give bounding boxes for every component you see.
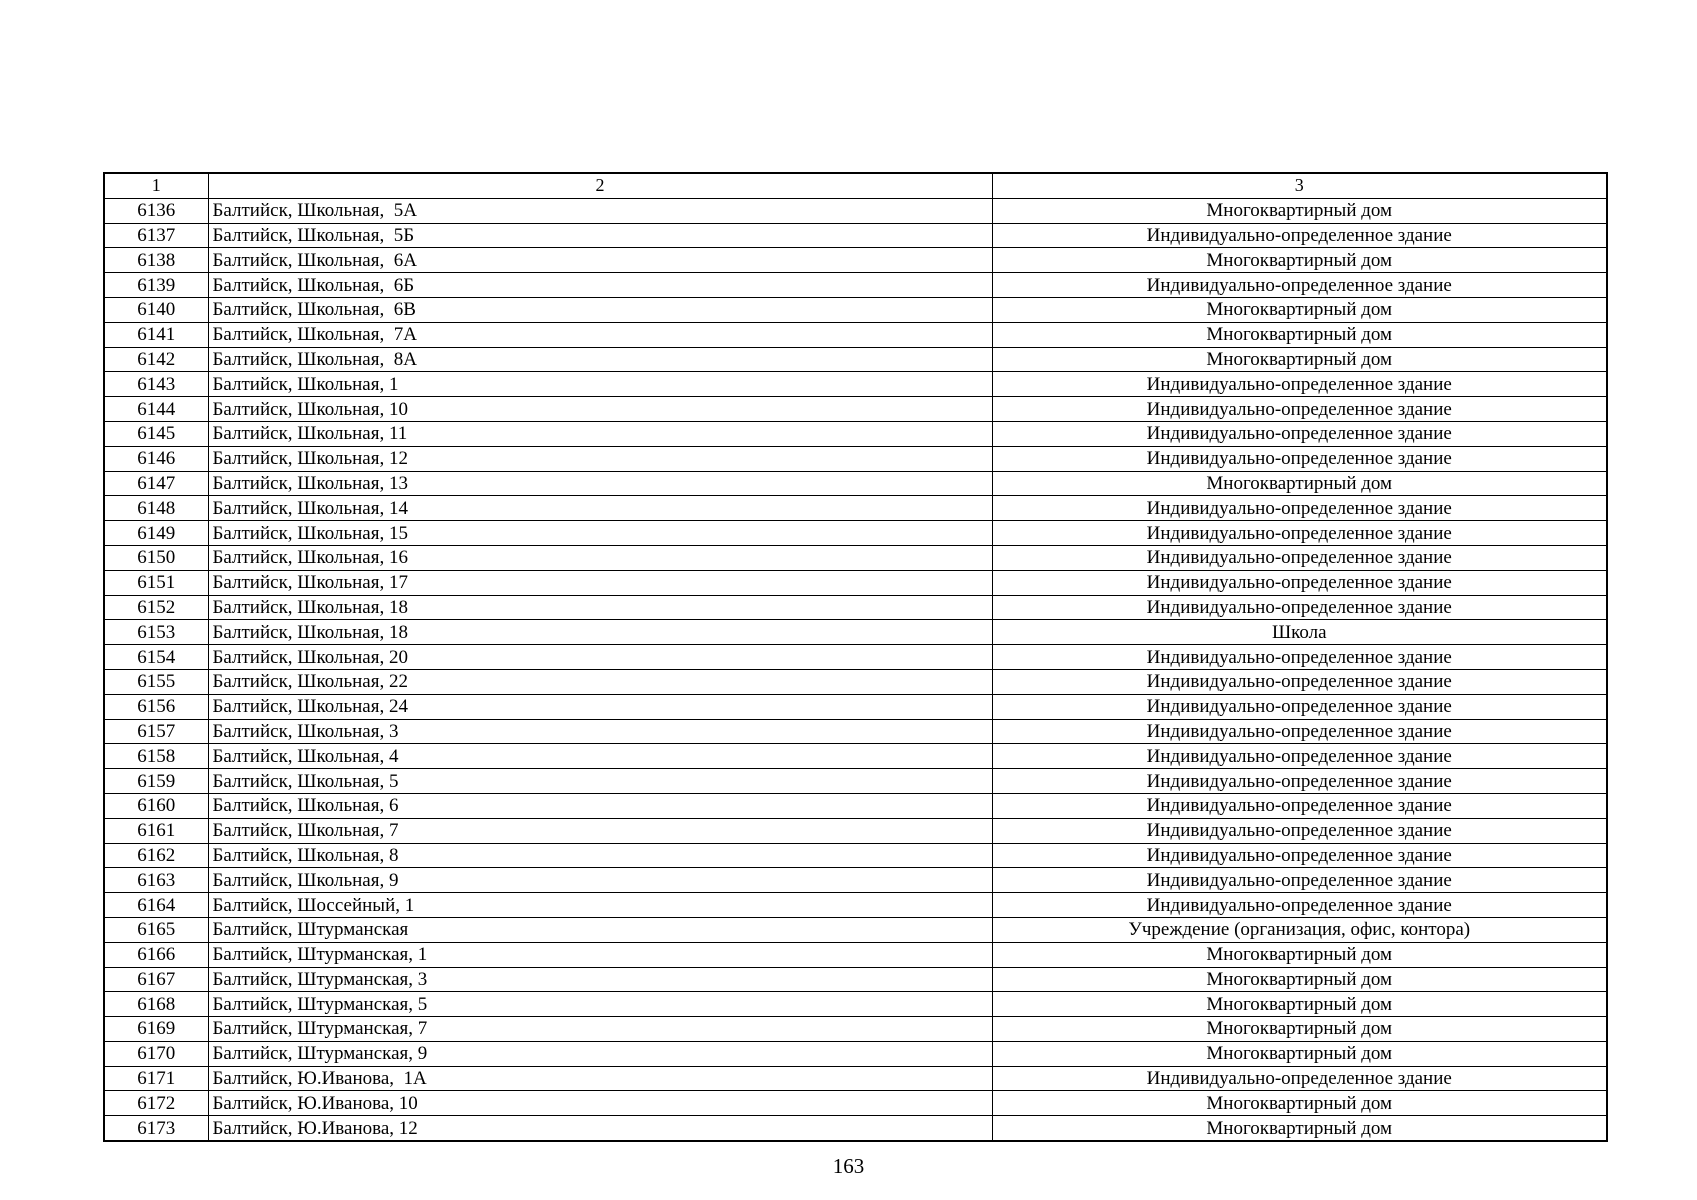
table-row [104, 843, 1607, 868]
row-number-cell: 6145 [104, 421, 208, 446]
address-cell: Балтийск, Штурманская, 3 [208, 967, 992, 992]
row-number-cell: 6137 [104, 223, 208, 248]
row-number-cell: 6162 [104, 843, 208, 868]
address-cell: Балтийск, Школьная, 10 [208, 397, 992, 422]
address-cell: Балтийск, Штурманская [208, 917, 992, 942]
building-type-cell: Многоквартирный дом [992, 322, 1607, 347]
table-row [104, 397, 1607, 422]
address-cell: Балтийск, Школьная, 1 [208, 372, 992, 397]
table-row [104, 496, 1607, 521]
row-number-cell: 6156 [104, 694, 208, 719]
building-type-cell: Индивидуально-определенное здание [992, 843, 1607, 868]
address-cell: Балтийск, Штурманская, 1 [208, 942, 992, 967]
building-type-cell: Индивидуально-определенное здание [992, 545, 1607, 570]
table-row [104, 570, 1607, 595]
row-number-cell: 6160 [104, 793, 208, 818]
building-type-cell: Многоквартирный дом [992, 942, 1607, 967]
table-row [104, 372, 1607, 397]
row-number-cell: 6158 [104, 744, 208, 769]
row-number-cell: 6151 [104, 570, 208, 595]
address-cell: Балтийск, Школьная, 6Б [208, 273, 992, 298]
address-cell: Балтийск, Школьная, 22 [208, 669, 992, 694]
building-type-cell: Школа [992, 620, 1607, 645]
table-row [104, 744, 1607, 769]
row-number-cell: 6159 [104, 769, 208, 794]
table-row [104, 893, 1607, 918]
row-number-cell: 6170 [104, 1041, 208, 1066]
row-number-cell: 6140 [104, 297, 208, 322]
building-type-cell: Многоквартирный дом [992, 297, 1607, 322]
table-row [104, 942, 1607, 967]
address-table [103, 172, 1608, 1142]
building-type-cell: Многоквартирный дом [992, 198, 1607, 223]
row-number-cell: 6173 [104, 1116, 208, 1141]
row-number-cell: 6161 [104, 818, 208, 843]
address-cell: Балтийск, Штурманская, 5 [208, 992, 992, 1017]
building-type-cell: Многоквартирный дом [992, 1041, 1607, 1066]
building-type-cell: Индивидуально-определенное здание [992, 1066, 1607, 1091]
row-number-cell: 6164 [104, 893, 208, 918]
address-cell: Балтийск, Школьная, 18 [208, 620, 992, 645]
address-cell: Балтийск, Школьная, 5Б [208, 223, 992, 248]
table-row [104, 620, 1607, 645]
row-number-cell: 6141 [104, 322, 208, 347]
building-type-cell: Многоквартирный дом [992, 992, 1607, 1017]
table-row [104, 992, 1607, 1017]
table-row [104, 669, 1607, 694]
address-cell: Балтийск, Школьная, 17 [208, 570, 992, 595]
building-type-cell: Индивидуально-определенное здание [992, 893, 1607, 918]
building-type-cell: Индивидуально-определенное здание [992, 645, 1607, 670]
row-number-cell: 6146 [104, 446, 208, 471]
row-number-cell: 6166 [104, 942, 208, 967]
row-number-cell: 6157 [104, 719, 208, 744]
address-cell: Балтийск, Штурманская, 9 [208, 1041, 992, 1066]
table-row [104, 1017, 1607, 1042]
address-cell: Балтийск, Школьная, 20 [208, 645, 992, 670]
address-cell: Балтийск, Школьная, 9 [208, 868, 992, 893]
address-cell: Балтийск, Школьная, 8 [208, 843, 992, 868]
table-row [104, 1091, 1607, 1116]
address-cell: Балтийск, Школьная, 12 [208, 446, 992, 471]
table-row [104, 297, 1607, 322]
row-number-cell: 6155 [104, 669, 208, 694]
address-cell: Балтийск, Школьная, 7 [208, 818, 992, 843]
table-row [104, 198, 1607, 223]
table-row [104, 793, 1607, 818]
table-row [104, 818, 1607, 843]
row-number-cell: 6136 [104, 198, 208, 223]
building-type-cell: Многоквартирный дом [992, 471, 1607, 496]
row-number-cell: 6149 [104, 521, 208, 546]
building-type-cell: Индивидуально-определенное здание [992, 868, 1607, 893]
column-header-2: 2 [208, 173, 992, 198]
building-type-cell: Многоквартирный дом [992, 1017, 1607, 1042]
row-number-cell: 6163 [104, 868, 208, 893]
building-type-cell: Индивидуально-определенное здание [992, 669, 1607, 694]
address-cell: Балтийск, Ю.Иванова, 12 [208, 1116, 992, 1141]
row-number-cell: 6148 [104, 496, 208, 521]
table-body [104, 173, 1607, 1141]
row-number-cell: 6171 [104, 1066, 208, 1091]
column-header-1: 1 [104, 173, 208, 198]
building-type-cell: Индивидуально-определенное здание [992, 372, 1607, 397]
building-type-cell: Индивидуально-определенное здание [992, 273, 1607, 298]
table-row [104, 868, 1607, 893]
address-cell: Балтийск, Штурманская, 7 [208, 1017, 992, 1042]
building-type-cell: Индивидуально-определенное здание [992, 694, 1607, 719]
column-header-3: 3 [992, 173, 1607, 198]
table-row [104, 248, 1607, 273]
building-type-cell: Индивидуально-определенное здание [992, 496, 1607, 521]
table-row [104, 1041, 1607, 1066]
address-cell: Балтийск, Ю.Иванова, 10 [208, 1091, 992, 1116]
row-number-cell: 6172 [104, 1091, 208, 1116]
building-type-cell: Индивидуально-определенное здание [992, 521, 1607, 546]
table-row [104, 1066, 1607, 1091]
table-row [104, 521, 1607, 546]
table-row [104, 694, 1607, 719]
building-type-cell: Индивидуально-определенное здание [992, 397, 1607, 422]
building-type-cell: Индивидуально-определенное здание [992, 719, 1607, 744]
table-row [104, 223, 1607, 248]
row-number-cell: 6169 [104, 1017, 208, 1042]
row-number-cell: 6154 [104, 645, 208, 670]
table-row [104, 917, 1607, 942]
building-type-cell: Многоквартирный дом [992, 1091, 1607, 1116]
table-header-row [104, 173, 1607, 198]
address-cell: Балтийск, Школьная, 18 [208, 595, 992, 620]
address-cell: Балтийск, Ю.Иванова, 1А [208, 1066, 992, 1091]
building-type-cell: Индивидуально-определенное здание [992, 793, 1607, 818]
row-number-cell: 6142 [104, 347, 208, 372]
table-row [104, 719, 1607, 744]
address-cell: Балтийск, Школьная, 16 [208, 545, 992, 570]
address-cell: Балтийск, Школьная, 6 [208, 793, 992, 818]
row-number-cell: 6144 [104, 397, 208, 422]
address-cell: Балтийск, Школьная, 6А [208, 248, 992, 273]
row-number-cell: 6167 [104, 967, 208, 992]
address-cell: Балтийск, Школьная, 7А [208, 322, 992, 347]
row-number-cell: 6138 [104, 248, 208, 273]
building-type-cell: Многоквартирный дом [992, 248, 1607, 273]
table-row [104, 545, 1607, 570]
address-cell: Балтийск, Школьная, 5А [208, 198, 992, 223]
table-row [104, 769, 1607, 794]
table-row [104, 421, 1607, 446]
address-cell: Балтийск, Школьная, 15 [208, 521, 992, 546]
building-type-cell: Индивидуально-определенное здание [992, 570, 1607, 595]
building-type-cell: Индивидуально-определенное здание [992, 769, 1607, 794]
table-row [104, 347, 1607, 372]
building-type-cell: Многоквартирный дом [992, 1116, 1607, 1141]
row-number-cell: 6143 [104, 372, 208, 397]
building-type-cell: Индивидуально-определенное здание [992, 223, 1607, 248]
address-cell: Балтийск, Школьная, 24 [208, 694, 992, 719]
table-row [104, 471, 1607, 496]
address-cell: Балтийск, Школьная, 11 [208, 421, 992, 446]
building-type-cell: Многоквартирный дом [992, 347, 1607, 372]
address-cell: Балтийск, Школьная, 4 [208, 744, 992, 769]
address-cell: Балтийск, Школьная, 14 [208, 496, 992, 521]
address-cell: Балтийск, Школьная, 6В [208, 297, 992, 322]
building-type-cell: Многоквартирный дом [992, 967, 1607, 992]
building-type-cell: Индивидуально-определенное здание [992, 744, 1607, 769]
page-number: 163 [832, 1154, 865, 1178]
table-row [104, 322, 1607, 347]
table-row [104, 446, 1607, 471]
address-cell: Балтийск, Школьная, 13 [208, 471, 992, 496]
building-type-cell: Индивидуально-определенное здание [992, 818, 1607, 843]
row-number-cell: 6147 [104, 471, 208, 496]
building-type-cell: Индивидуально-определенное здание [992, 421, 1607, 446]
row-number-cell: 6150 [104, 545, 208, 570]
address-cell: Балтийск, Школьная, 5 [208, 769, 992, 794]
row-number-cell: 6168 [104, 992, 208, 1017]
address-cell: Балтийск, Школьная, 3 [208, 719, 992, 744]
row-number-cell: 6165 [104, 917, 208, 942]
building-type-cell: Индивидуально-определенное здание [992, 446, 1607, 471]
address-cell: Балтийск, Школьная, 8А [208, 347, 992, 372]
row-number-cell: 6152 [104, 595, 208, 620]
building-type-cell: Учреждение (организация, офис, контора) [992, 917, 1607, 942]
table-row [104, 273, 1607, 298]
building-type-cell: Индивидуально-определенное здание [992, 595, 1607, 620]
table-row [104, 967, 1607, 992]
row-number-cell: 6139 [104, 273, 208, 298]
table-row [104, 1116, 1607, 1141]
table-row [104, 595, 1607, 620]
row-number-cell: 6153 [104, 620, 208, 645]
address-cell: Балтийск, Шоссейный, 1 [208, 893, 992, 918]
table-row [104, 645, 1607, 670]
